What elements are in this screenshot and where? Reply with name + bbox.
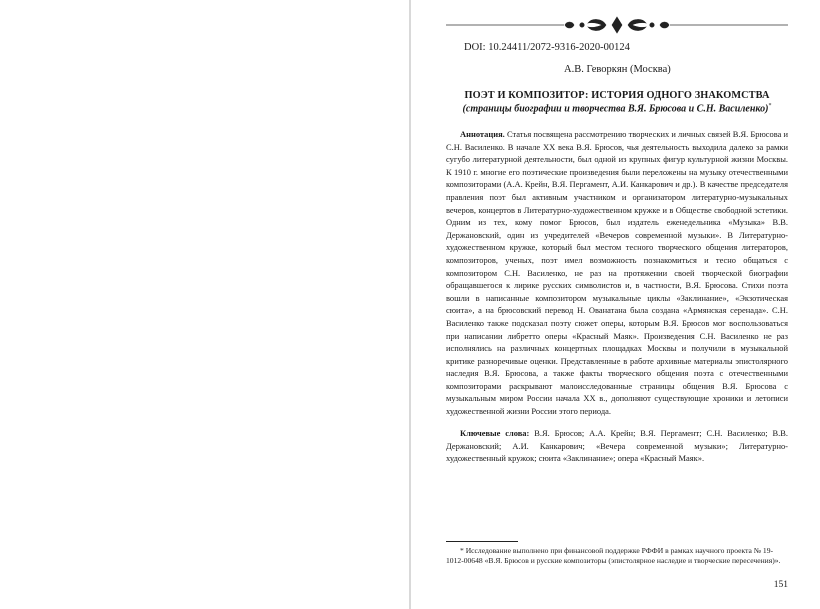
keywords-label: Ключевые слова: [460,428,530,438]
article-title: ПОЭТ И КОМПОЗИТОР: ИСТОРИЯ ОДНОГО ЗНАКОМСТВА [464,90,770,101]
article-subtitle-text: (страницы биографии и творчества В.Я. Брюсова и С.Н. Василенко) [462,103,769,115]
keywords-paragraph [446,427,788,465]
footnote: * Исследование выполнено при финансовой поддержке РФФИ в рамках научного проекта № 19-1012-00648 «В.Я. Брюсов и русские композиторы (эпистолярное наследие и творческие пересечения)». [446,546,781,566]
doi: DOI: 10.24411/2072-9316-2020-00124 [464,42,630,53]
abstract-paragraph [446,128,788,418]
footnote-rule [446,541,518,542]
book-gutter [409,0,411,609]
ornament-divider [446,14,788,36]
footnote-marker: * [768,103,772,109]
article-subtitle [446,103,788,114]
ornament-icon [446,14,788,36]
keywords-text: В.Я. Брюсов; А.А. Крейн; В.Я. Пергамент; С.Н. Василенко; В.В. Держановский; А.И. Канкарович; «Вечера современной музыки»; Литературно-художественный кружок; сюита «Заклинание»; опера «Красный Маяк». [446,428,788,464]
abstract-text: Статья посвящена рассмотрению творческих и личных связей В.Я. Брюсова и С.Н. Василенко. В начале XX века В.Я. Брюсов, чья деятельность выходила далеко за рамки сугубо литературной деятельности, был одной из крупных фигур культурной жизни Москвы. К 1910 г. многие его поэтические произведения были переложены на музыку отечественными композиторами (А.А. Крейн, В.Я. Пергамент, А.И. Канкарович и др.). В качестве председателя правления поэт был активным участником и организатором литературно-музыкальных вечеров, концертов в Литературно-художественном кружке и в Обществе свободной эстетики. Одним из тех, кому помог Брюсов, был издатель еженедельника «Музыка» В.В. Держановский, один из учредителей «Вечеров современной музыки». В Литературно-художественном кружке, который был местом тесного творческого общения литераторов, композиторов, ученых, поэт имел возможность познакомиться и тесно общаться с композитором С.Н. Василенко, не раз на протяжении своей творческой биографии обращавшегося к лирике русских символистов и, в частности, В.Я. Брюсова. Стихи поэта вошли в написанные композитором музыкальные циклы «Заклинание», «Экзотическая сюита», а на брюсовский перевод Н. Ованатана была создана «Армянская серенада». С.Н. Василенко также подсказал поэту сюжет оперы, которым В.Я. Брюсов мог воспользоваться при написании либретто оперы «Красный Маяк». Произведения С.Н. Василенко не раз исполнялись на различных концертных площадках Москвы и получили в музыкальной критике разноречивые оценки. Представленные в работе архивные материалы эпистолярного наследия В.Я. Брюсова, а также факты творческого общения поэта с отечественными композиторами раскрывают малоисследованные страницы общения В.Я. Брюсова с музыкальным миром России начала XX в., дополняют существующие хроники и летописи художественной жизни России этого периода. [446,129,788,417]
journal-page [446,0,788,609]
page-number: 151 [773,580,788,590]
abstract-label: Аннотация. [460,129,505,139]
author-line: А.В. Геворкян (Москва) [564,64,671,75]
